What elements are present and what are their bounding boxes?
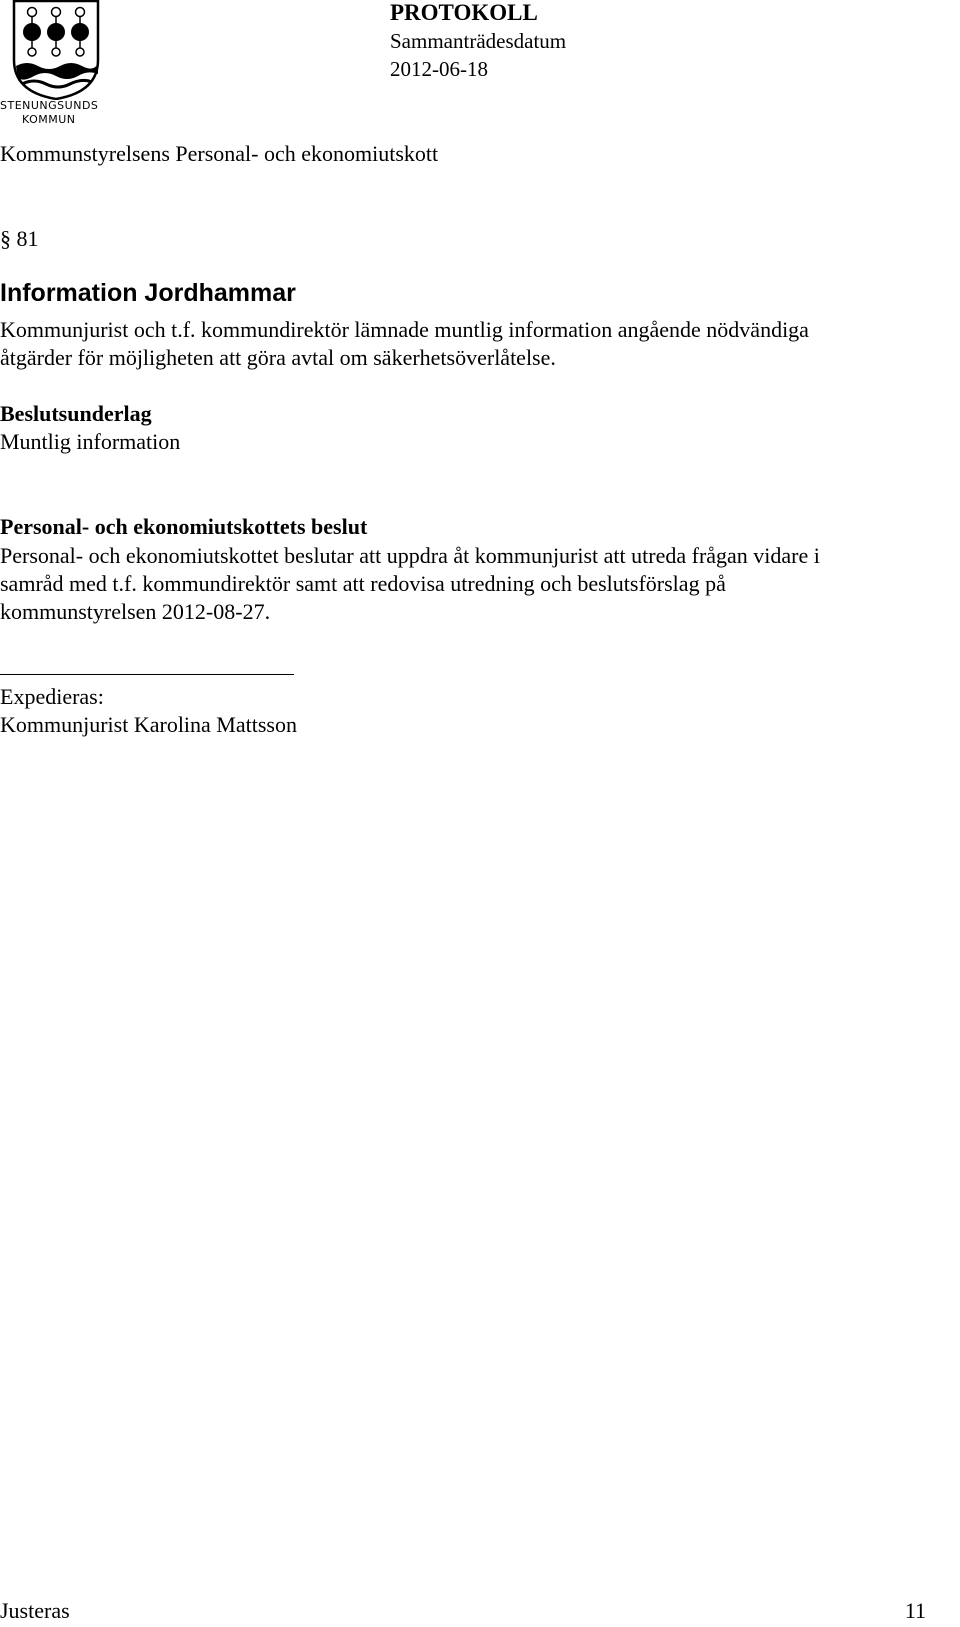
logo-text-line2: KOMMUN [22, 113, 76, 126]
expedieras-recipient: Kommunjurist Karolina Mattsson [0, 712, 297, 737]
committee-name: Kommunstyrelsens Personal- och ekonomiutskott [0, 141, 439, 166]
separator-line [0, 674, 294, 675]
expedieras-label: Expedieras: [0, 684, 104, 709]
coat-of-arms-icon [12, 0, 102, 100]
meeting-date-value: 2012-06-18 [390, 57, 488, 81]
underlag-heading: Beslutsunderlag [0, 401, 152, 426]
beslut-line-3: kommunstyrelsen 2012-08-27. [0, 599, 271, 624]
municipality-logo [0, 0, 118, 130]
logo-text-line1: STENUNGSUNDS [0, 99, 99, 112]
section-title: Information Jordhammar [0, 279, 296, 307]
intro-line-2: åtgärder för möjligheten att göra avtal om säkerhetsöverlåtelse. [0, 345, 556, 370]
footer-page-number: 11 [904, 1598, 926, 1623]
beslut-heading: Personal- och ekonomiutskottets beslut [0, 514, 368, 539]
section-number: § 81 [0, 226, 39, 251]
document-type: PROTOKOLL [390, 0, 538, 25]
underlag-text: Muntlig information [0, 429, 181, 454]
meeting-date-label: Sammanträdesdatum [390, 29, 567, 53]
beslut-line-2: samråd med t.f. kommundirektör samt att redovisa utredning och beslutsförslag på [0, 571, 726, 596]
footer-justeras: Justeras [0, 1598, 70, 1623]
intro-line-1: Kommunjurist och t.f. kommundirektör lämnade muntlig information angående nödvändiga [0, 317, 809, 342]
beslut-line-1: Personal- och ekonomiutskottet beslutar att uppdra åt kommunjurist att utreda frågan vidare i [0, 543, 820, 568]
